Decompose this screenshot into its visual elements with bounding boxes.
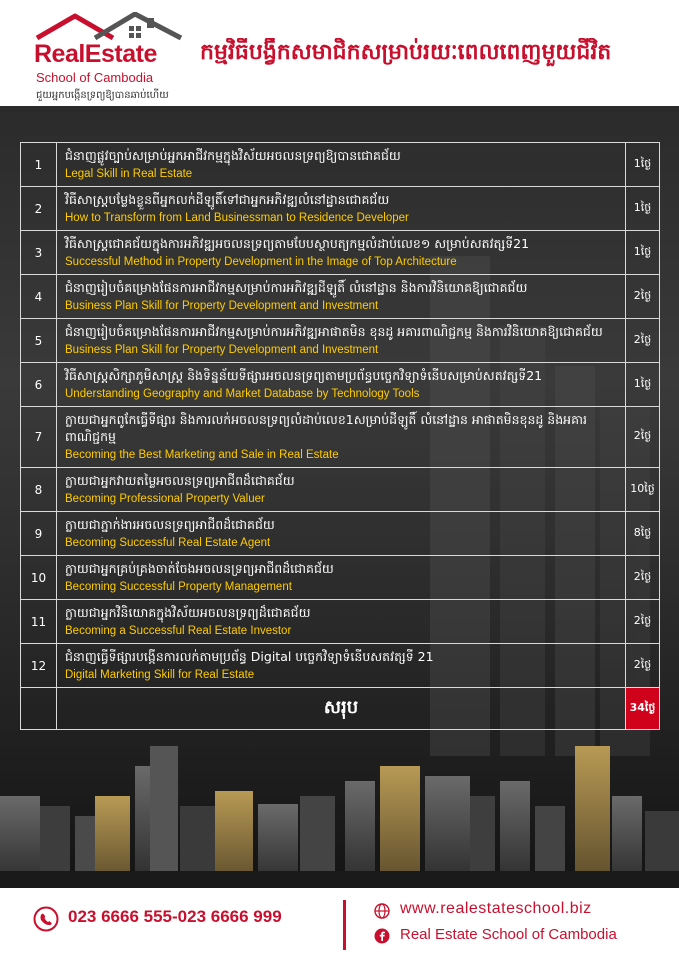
course-duration: 8ថ្ងៃ <box>626 512 660 556</box>
course-duration: 2ថ្ងៃ <box>626 556 660 600</box>
course-number: 11 <box>21 600 57 644</box>
course-title-english: Business Plan Skill for Property Development and Investment <box>65 300 379 312</box>
logo-subtitle: School of Cambodia <box>36 70 154 85</box>
course-title-english: Becoming Successful Real Estate Agent <box>65 537 271 549</box>
course-number: 9 <box>21 512 57 556</box>
house-roof-icon <box>35 12 185 42</box>
globe-icon <box>374 903 390 919</box>
course-row <box>21 644 660 688</box>
course-title-cell <box>57 600 626 644</box>
course-title-english: Becoming Professional Property Valuer <box>65 493 265 505</box>
course-row <box>21 468 660 512</box>
course-title-cell <box>57 512 626 556</box>
course-title-english: Successful Method in Property Development in the Image of Top Architecture <box>65 256 457 268</box>
course-duration: 2ថ្ងៃ <box>626 275 660 319</box>
course-number: 4 <box>21 275 57 319</box>
course-title-cell <box>57 319 626 363</box>
course-title-english: Business Plan Skill for Property Development and Investment <box>65 344 379 356</box>
course-title-khmer: វិធីសាស្រ្តបម្លែងខ្លួនពីអ្នកលក់ដីឡូតិ៍ទៅជាអ្នកអភិវឌ្ឍលំនៅដ្ឋានជោគជ័យ <box>65 192 390 207</box>
course-title-cell <box>57 407 626 468</box>
course-title-khmer: ក្លាយជាភ្នាក់ងារអចលនទ្រព្យអាជីពដ៏ជោគជ័យ <box>65 517 275 532</box>
course-title-khmer: ក្លាយជាអ្នកពូកែធ្វើទីផ្សារ និងការលក់អចលនទ្រព្យលំដាប់លេខ1សម្រាប់ដីឡូតិ៍ លំនៅដ្ឋាន អាផាតមិនខុនដូ និងអគារពាណិជ្ជកម្ម <box>65 412 587 444</box>
page-title: កម្មវិធីបង្វឹកសមាជិកសម្រាប់រយៈពេលពេញមួយជីវិត <box>200 40 612 65</box>
course-row <box>21 319 660 363</box>
course-title-khmer: វិធីសាស្រ្តជោគជ័យក្នុងការអភិវឌ្ឍអចលនទ្រព្យតាមបែបស្ថាបត្យកម្មលំដាប់លេខ១ សម្រាប់សតវត្សទី21 <box>65 236 530 251</box>
course-title-english: How to Transform from Land Businessman to Residence Developer <box>65 212 409 224</box>
total-row <box>21 688 660 730</box>
course-duration: 1ថ្ងៃ <box>626 187 660 231</box>
course-duration: 2ថ្ងៃ <box>626 407 660 468</box>
course-number: 5 <box>21 319 57 363</box>
logo-text: RealEstate <box>34 40 157 68</box>
facebook-icon <box>374 928 390 944</box>
course-table <box>20 142 660 730</box>
course-duration: 2ថ្ងៃ <box>626 600 660 644</box>
course-duration: 1ថ្ងៃ <box>626 231 660 275</box>
course-row <box>21 600 660 644</box>
course-title-cell <box>57 143 626 187</box>
course-number: 1 <box>21 143 57 187</box>
course-title-cell <box>57 556 626 600</box>
phone-number[interactable]: 023 6666 555-023 6666 999 <box>68 907 282 926</box>
total-label: សរុប <box>57 688 626 730</box>
course-row <box>21 556 660 600</box>
logo <box>30 10 190 100</box>
course-number: 6 <box>21 363 57 407</box>
course-row <box>21 512 660 556</box>
course-title-english: Understanding Geography and Market Database by Technology Tools <box>65 388 420 400</box>
course-title-cell <box>57 187 626 231</box>
course-duration: 1ថ្ងៃ <box>626 363 660 407</box>
course-title-khmer: ក្លាយជាអ្នកវិនិយោគក្នុងវិស័យអចលនទ្រព្យដ៏ជោគជ័យ <box>65 605 311 620</box>
course-title-cell <box>57 363 626 407</box>
course-row <box>21 143 660 187</box>
total-days: 34ថ្ងៃ <box>626 688 660 730</box>
course-number: 7 <box>21 407 57 468</box>
course-number: 3 <box>21 231 57 275</box>
course-title-khmer: វិធីសាស្រ្តសិក្សាភូមិសាស្រ្ត និងទិន្នន័យទីផ្សារអចលនទ្រព្យតាមប្រព័ន្ធបច្ចេកវិទ្យាទំនើបសម្រាប់សតវត្សទី21 <box>65 368 543 383</box>
course-number: 8 <box>21 468 57 512</box>
course-title-english: Becoming Successful Property Management <box>65 581 292 593</box>
course-title-khmer: ជំនាញរៀបចំគម្រោងផែនការអាជីវកម្មសម្រាប់ការអភិវឌ្ឍអាផាតមិន ខុនដូ អគារពាណិជ្ជកម្ម និងការវិនិយោគឱ្យជោគជ័យ <box>65 324 603 339</box>
course-title-cell <box>57 275 626 319</box>
course-title-khmer: ក្លាយជាអ្នកវាយតម្លៃអចលនទ្រព្យអាជីពដ៏ជោគជ័យ <box>65 473 295 488</box>
course-title-cell <box>57 644 626 688</box>
footer <box>0 888 679 960</box>
course-title-cell <box>57 468 626 512</box>
course-title-cell <box>57 231 626 275</box>
course-row <box>21 187 660 231</box>
course-row <box>21 275 660 319</box>
course-duration: 2ថ្ងៃ <box>626 644 660 688</box>
course-row <box>21 363 660 407</box>
course-number: 10 <box>21 556 57 600</box>
footer-divider <box>343 900 346 950</box>
course-title-khmer: ជំនាញធ្វើទីផ្សារបង្កើនការលក់តាមប្រព័ន្ធ Digital បច្ចេកវិទ្យាទំនើបសតវត្សទី 21 <box>65 649 434 664</box>
phone-icon <box>33 906 59 932</box>
course-row <box>21 231 660 275</box>
course-duration: 1ថ្ងៃ <box>626 143 660 187</box>
course-title-english: Legal Skill in Real Estate <box>65 168 193 180</box>
course-number: 2 <box>21 187 57 231</box>
logo-tagline: ជួយអ្នកបង្កើនទ្រព្យឱ្យបានឆាប់ហើយ <box>36 90 169 101</box>
course-row <box>21 407 660 468</box>
course-duration: 10ថ្ងៃ <box>626 468 660 512</box>
header <box>0 0 679 106</box>
course-title-english: Becoming the Best Marketing and Sale in Real Estate <box>65 449 339 461</box>
course-title-khmer: ជំនាញរៀបចំគម្រោងផែនការអាជីវកម្មសម្រាប់ការអភិវឌ្ឍដីឡូតិ៍ លំនៅដ្ឋាន និងការវិនិយោគឱ្យជោគជ័យ <box>65 280 528 295</box>
course-title-khmer: ក្លាយជាអ្នកគ្រប់គ្រងចាត់ចែងអចលនទ្រព្យអាជីពដ៏ជោគជ័យ <box>65 561 334 576</box>
facebook-link[interactable]: Real Estate School of Cambodia <box>400 926 617 943</box>
course-title-khmer: ជំនាញផ្លូវច្បាប់សម្រាប់អ្នកអាជីវកម្មក្នុងវិស័យអចលនទ្រព្យឱ្យបានជោគជ័យ <box>65 148 401 163</box>
course-title-english: Digital Marketing Skill for Real Estate <box>65 669 255 681</box>
website-link[interactable]: www.realestateschool.biz <box>400 900 592 917</box>
course-duration: 2ថ្ងៃ <box>626 319 660 363</box>
course-number: 12 <box>21 644 57 688</box>
course-title-english: Becoming a Successful Real Estate Investor <box>65 625 292 637</box>
